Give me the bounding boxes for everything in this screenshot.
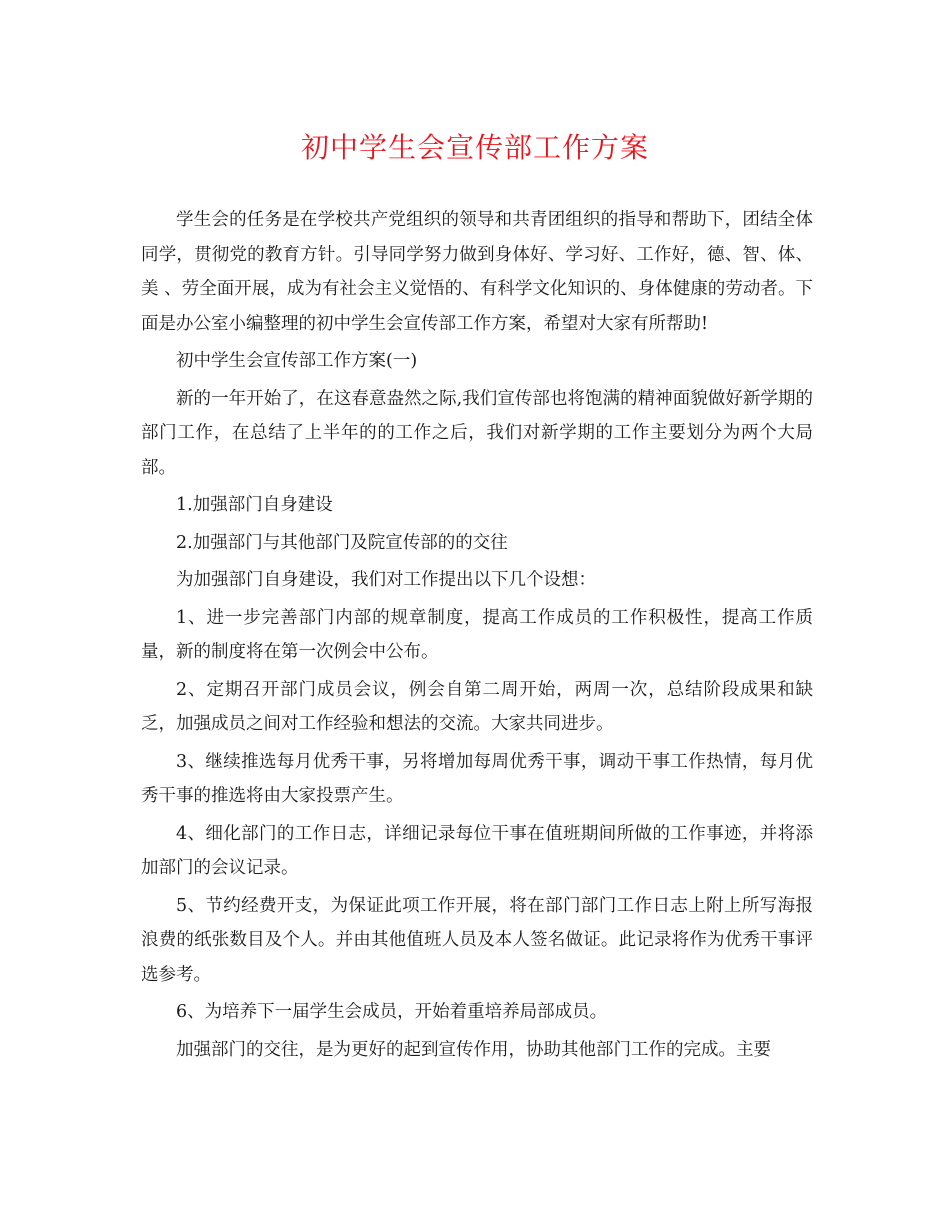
document-body bbox=[141, 203, 813, 1070]
list-item-part-2: 2.加强部门与其他部门及院宣传部的的交往 bbox=[176, 532, 508, 553]
list-item-part-1: 1.加强部门自身建设 bbox=[176, 495, 333, 515]
paragraph-overview: 新的一年开始了，在这春意盎然之际,我们宣传部也将饱满的精神面貌做好新学期的部门工作，在总结了上半年的的工作之后，我们对新学期的工作主要划分为两个大局部。 bbox=[141, 388, 813, 478]
paragraph-intro: 学生会的任务是在学校共产党组织的领导和共青团组织的指导和帮助下，团结全体同学，贯彻党的教育方针。引导同学努力做到身体好、学习好、工作好，德、智、体、美 、劳全面开展，成为有社会主义觉悟的、有科学文化知识的、身体健康的劳动者。下面是办公室小编整理的初中学生会宣传部工作方案，希望对大家有所帮助! bbox=[141, 210, 813, 334]
list-item-proposal-3: 3、继续推选每月优秀干事，另将增加每周优秀干事，调动干事工作热情，每月优秀干事的推选将由大家投票产生。 bbox=[141, 751, 813, 806]
list-item-proposal-4: 4、细化部门的工作日志，详细记录每位干事在值班期间所做的工作事迹，并将添加部门的会议记录。 bbox=[141, 823, 813, 878]
paragraph-proposals-intro: 为加强部门自身建设，我们对工作提出以下几个设想： bbox=[176, 570, 596, 590]
paragraph-communication: 加强部门的交往，是为更好的起到宣传作用，协助其他部门工作的完成。主要 bbox=[176, 1039, 771, 1060]
section-heading: 初中学生会宣传部工作方案(一) bbox=[176, 351, 418, 371]
document-title: 初中学生会宣传部工作方案 bbox=[300, 131, 649, 164]
list-item-proposal-6: 6、为培养下一届学生会成员，开始着重培养局部成员。 bbox=[176, 1002, 608, 1022]
list-item-proposal-1: 1、进一步完善部门内部的规章制度，提高工作成员的工作积极性，提高工作质量，新的制度将在第一次例会中公布。 bbox=[141, 607, 813, 662]
list-item-proposal-2: 2、定期召开部门成员会议，例会自第二周开始，两周一次，总结阶段成果和缺乏，加强成员之间对工作经验和想法的交流。大家共同进步。 bbox=[141, 679, 813, 734]
list-item-proposal-5: 5、节约经费开支，为保证此项工作开展，将在部门部门工作日志上附上所写海报浪费的纸张数目及个人。并由其他值班人员及本人签名做证。此记录将作为优秀干事评选参考。 bbox=[141, 895, 813, 985]
